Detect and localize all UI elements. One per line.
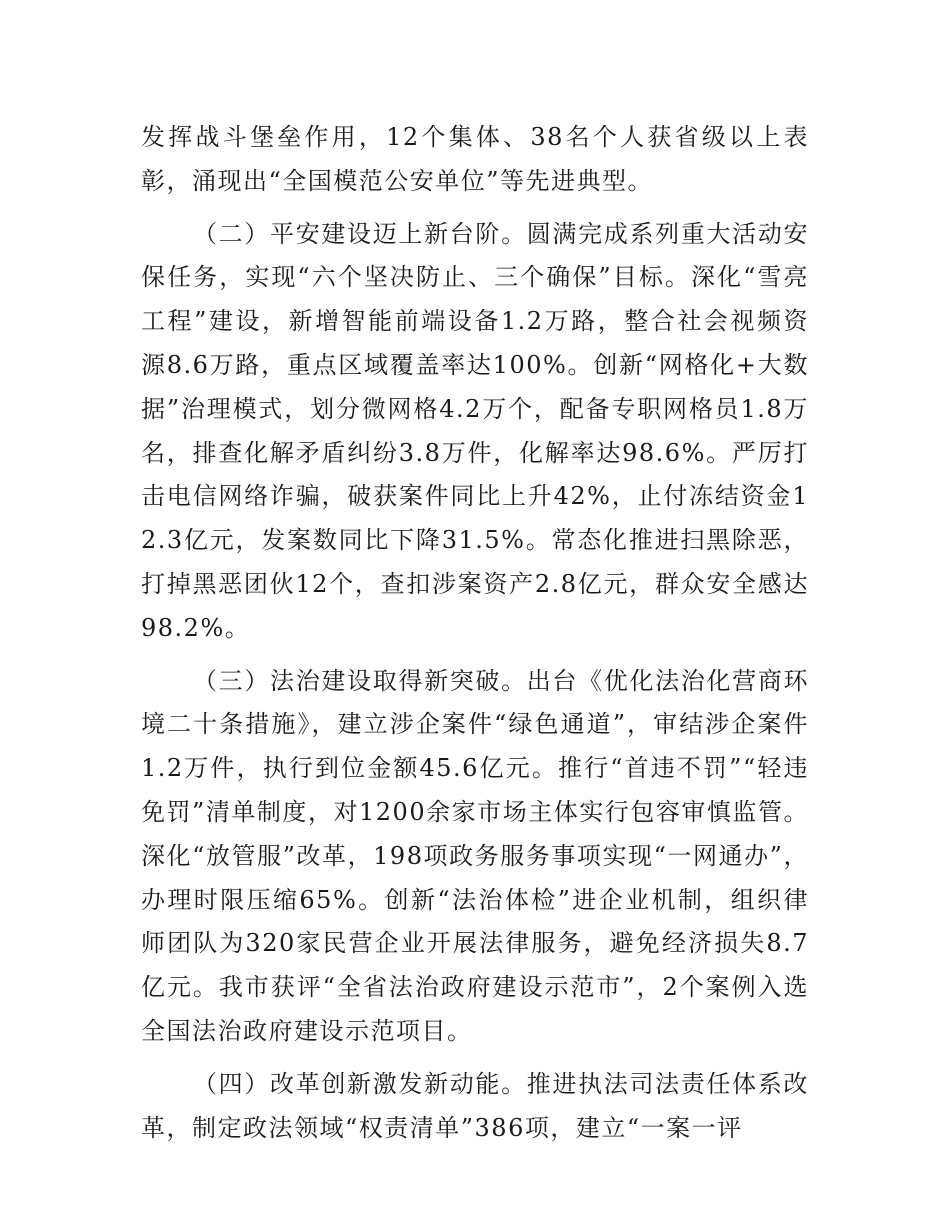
paragraph-public-safety: （二）平安建设迈上新台阶。圆满完成系列重大活动安保任务，实现“六个坚决防止、三个确保”目标。深化“雪亮工程”建设，新增智能前端设备1.2万路，整合社会视频资源8.6万路，重点区域覆盖率达100%。创新“网格化+大数据”治理模式，划分微网格4.2万个，配备专职网格员1.8万名，排查化解矛盾纠纷3.8万件，化解率达98.6%。严厉打击电信网络诈骗，破获案件同比上升42%，止付冻结资金12.3亿元，发案数同比下降31.5%。常态化推进扫黑除恶，打掉黑恶团伙12个，查扣涉案资产2.8亿元，群众安全感达98.2%。 xyxy=(141,219,809,642)
document-body xyxy=(141,116,809,1159)
paragraph-continuation: 发挥战斗堡垒作用，12个集体、38名个人获省级以上表彰，涌现出“全国模范公安单位”等先进典型。 xyxy=(141,123,809,195)
paragraph-rule-of-law: （三）法治建设取得新突破。出台《优化法治化营商环境二十条措施》，建立涉企案件“绿色通道”，审结涉企案件1.2万件，执行到位金额45.6亿元。推行“首违不罚”“轻违免罚”清单制度，对1200余家市场主体实行包容审慎监管。深化“放管服”改革，198项政务服务事项实现“一网通办”，办理时限压缩65%。创新“法治体检”进企业机制，组织律师团队为320家民营企业开展法律服务，避免经济损失8.7亿元。我市获评“全省法治政府建设示范市”，2个案例入选全国法治政府建设示范项目。 xyxy=(141,666,809,1045)
paragraph-reform-innovation: （四）改革创新激发新动能。推进执法司法责任体系改革，制定政法领域“权责清单”386项，建立“一案一评 xyxy=(141,1069,809,1142)
